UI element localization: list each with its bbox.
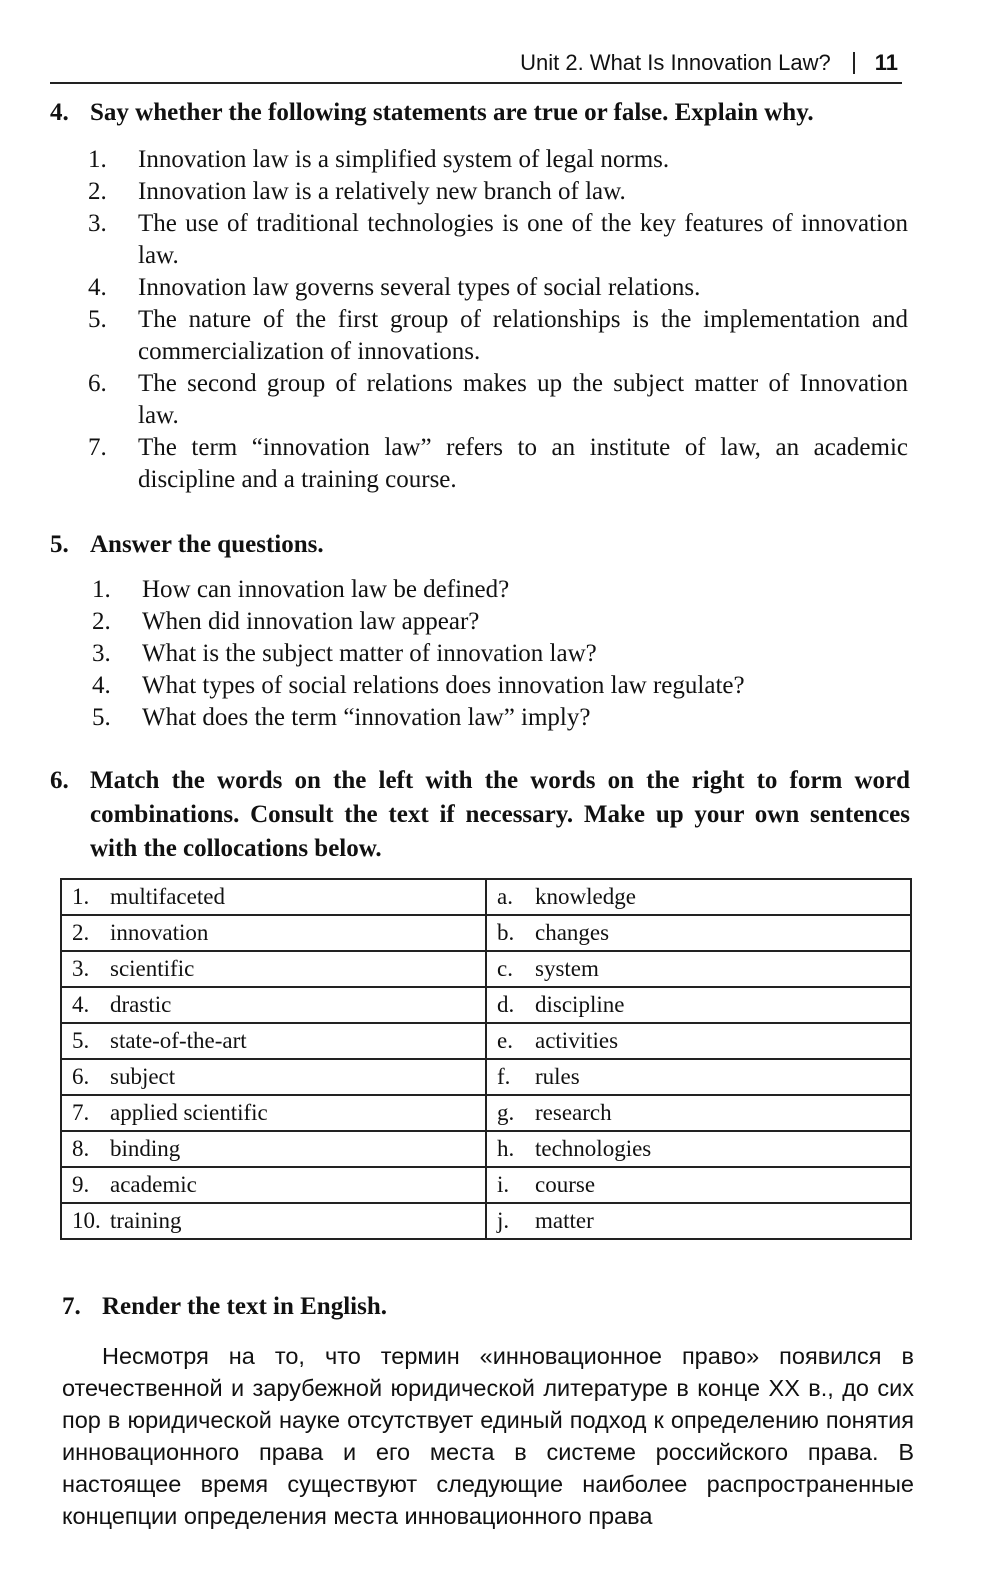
table-row xyxy=(61,951,911,987)
item-text: What types of social relations does innovation law regulate? xyxy=(142,672,745,699)
exercise-4-heading xyxy=(50,96,814,130)
left-cell xyxy=(61,951,486,987)
right-cell xyxy=(486,987,911,1023)
item-number: 2. xyxy=(92,608,111,635)
list-item xyxy=(92,606,912,638)
right-word: knowledge xyxy=(535,884,636,909)
right-cell xyxy=(486,1023,911,1059)
item-number: 5. xyxy=(88,306,107,333)
exercise-4-number: 4. xyxy=(50,99,69,126)
list-item xyxy=(88,368,908,432)
item-text: When did innovation law appear? xyxy=(142,608,480,635)
left-cell xyxy=(61,879,486,915)
item-text: The second group of relations makes up the subject matter of Innovation law. xyxy=(138,370,908,429)
exercise-5-instruction: Answer the questions. xyxy=(90,531,324,558)
item-number: 1. xyxy=(88,146,107,173)
table-row xyxy=(61,1059,911,1095)
item-text: The term “innovation law” refers to an institute of law, an academic discipline and a training course. xyxy=(138,434,908,493)
left-cell xyxy=(61,1023,486,1059)
left-word: scientific xyxy=(110,956,195,981)
list-item xyxy=(88,272,908,304)
item-number: 2. xyxy=(88,178,107,205)
right-letter: c. xyxy=(497,956,513,981)
item-text: What is the subject matter of innovation law? xyxy=(142,640,597,667)
left-number: 8. xyxy=(72,1136,90,1161)
right-word: system xyxy=(535,956,599,981)
right-word: activities xyxy=(535,1028,619,1053)
item-text: Innovation law governs several types of social relations. xyxy=(138,274,701,301)
table-row xyxy=(61,1203,911,1239)
running-header xyxy=(50,44,902,84)
right-letter: g. xyxy=(497,1100,515,1125)
exercise-6-number: 6. xyxy=(50,767,69,794)
table-row xyxy=(61,879,911,915)
left-number: 5. xyxy=(72,1028,90,1053)
left-number: 10. xyxy=(72,1208,101,1233)
right-cell xyxy=(486,1095,911,1131)
left-cell xyxy=(61,1167,486,1203)
exercise-5-heading xyxy=(50,528,324,562)
list-item xyxy=(92,574,912,606)
unit-title: Unit 2. What Is Innovation Law? xyxy=(520,50,831,75)
left-number: 4. xyxy=(72,992,90,1017)
exercise-5-list xyxy=(92,574,912,734)
right-cell xyxy=(486,1167,911,1203)
left-number: 2. xyxy=(72,920,90,945)
exercise-7-instruction: Render the text in English. xyxy=(102,1293,387,1320)
right-letter: d. xyxy=(497,992,515,1017)
table-row xyxy=(61,1095,911,1131)
left-word: subject xyxy=(110,1064,176,1089)
right-word: research xyxy=(535,1100,612,1125)
exercise-5-number: 5. xyxy=(50,531,69,558)
list-item xyxy=(88,208,908,272)
right-cell xyxy=(486,1203,911,1239)
item-text: Innovation law is a relatively new branch of law. xyxy=(138,178,626,205)
right-word: changes xyxy=(535,920,610,945)
exercise-7-number: 7. xyxy=(62,1293,81,1320)
item-number: 6. xyxy=(88,370,107,397)
match-table xyxy=(60,878,912,1240)
right-letter: i. xyxy=(497,1172,510,1197)
right-cell xyxy=(486,951,911,987)
item-number: 7. xyxy=(88,434,107,461)
exercise-4-list xyxy=(88,144,908,496)
left-number: 9. xyxy=(72,1172,90,1197)
right-cell xyxy=(486,879,911,915)
item-number: 4. xyxy=(88,274,107,301)
right-word: technologies xyxy=(535,1136,652,1161)
table-row xyxy=(61,1167,911,1203)
list-item xyxy=(88,304,908,368)
left-number: 6. xyxy=(72,1064,90,1089)
left-cell xyxy=(61,1131,486,1167)
right-cell xyxy=(486,1059,911,1095)
item-text: How can innovation law be defined? xyxy=(142,576,510,603)
table-row xyxy=(61,1131,911,1167)
list-item xyxy=(92,638,912,670)
left-number: 7. xyxy=(72,1100,90,1125)
left-word: academic xyxy=(110,1172,197,1197)
right-word: rules xyxy=(535,1064,580,1089)
item-text: What does the term “innovation law” imply? xyxy=(142,704,591,731)
list-item xyxy=(92,670,912,702)
left-word: applied scientific xyxy=(110,1100,268,1125)
item-number: 3. xyxy=(92,640,111,667)
exercise-7-heading xyxy=(62,1290,387,1324)
exercise-6-instruction: Match the words on the left with the words on the right to form word combinations. Consult the text if necessary. Make up your own sentences with the collocations below. xyxy=(90,767,910,862)
right-letter: e. xyxy=(497,1028,513,1053)
left-cell xyxy=(61,1203,486,1239)
left-number: 1. xyxy=(72,884,90,909)
right-letter: h. xyxy=(497,1136,515,1161)
item-text: Innovation law is a simplified system of legal norms. xyxy=(138,146,670,173)
list-item xyxy=(88,176,908,208)
left-word: drastic xyxy=(110,992,172,1017)
russian-text: Несмотря на то, что термин «инновационное право» появился в отечественной и зарубежной юридической литературе в конце XX в., до сих пор в юридической науке отсутствует единый подход к определению понятия инновационного права и его места в системе российского права. В настоящее время существуют следующие наиболее распространенные концепции определения места инновационного права xyxy=(62,1343,914,1529)
left-word: state-of-the-art xyxy=(110,1028,247,1053)
left-word: innovation xyxy=(110,920,209,945)
header-separator xyxy=(853,52,855,74)
left-word: binding xyxy=(110,1136,181,1161)
list-item xyxy=(88,144,908,176)
right-word: discipline xyxy=(535,992,625,1017)
table-row xyxy=(61,915,911,951)
left-cell xyxy=(61,1059,486,1095)
table-row xyxy=(61,1023,911,1059)
left-cell xyxy=(61,1095,486,1131)
right-letter: b. xyxy=(497,920,515,945)
left-word: training xyxy=(110,1208,182,1233)
page-number: 11 xyxy=(874,50,898,75)
item-number: 5. xyxy=(92,704,111,731)
item-number: 1. xyxy=(92,576,111,603)
left-number: 3. xyxy=(72,956,90,981)
left-word: multifaceted xyxy=(110,884,225,909)
table-row xyxy=(61,987,911,1023)
right-letter: a. xyxy=(497,884,513,909)
item-text: The use of traditional technologies is one of the key features of innovation law. xyxy=(138,210,908,269)
right-cell xyxy=(486,1131,911,1167)
exercise-4-instruction: Say whether the following statements are true or false. Explain why. xyxy=(90,99,814,126)
right-cell xyxy=(486,915,911,951)
list-item xyxy=(88,432,908,496)
right-word: course xyxy=(535,1172,596,1197)
right-letter: j. xyxy=(497,1208,510,1233)
exercise-6-heading xyxy=(50,764,910,866)
item-number: 3. xyxy=(88,210,107,237)
item-number: 4. xyxy=(92,672,111,699)
right-letter: f. xyxy=(497,1064,511,1089)
item-text: The nature of the first group of relationships is the implementation and commercialization of innovations. xyxy=(138,306,908,365)
left-cell xyxy=(61,987,486,1023)
right-word: matter xyxy=(535,1208,594,1233)
list-item xyxy=(92,702,912,734)
left-cell xyxy=(61,915,486,951)
